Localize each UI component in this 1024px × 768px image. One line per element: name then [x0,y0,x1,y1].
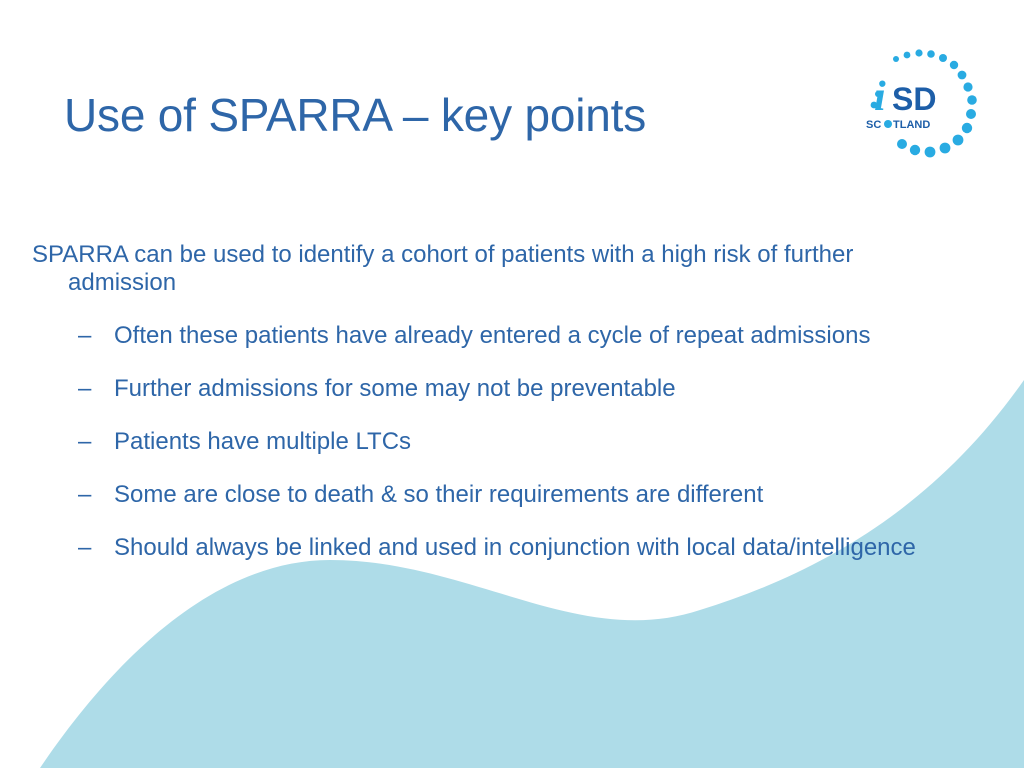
bullet-item [32,375,932,403]
bullet-item [32,534,932,562]
bullet-text: Often these patients have already entered a cycle of repeat admissions [114,322,871,349]
dash-marker: – [78,322,92,349]
bullet-list [32,322,932,562]
bullet-text: Should always be linked and used in conjunction with local data/intelligence [114,534,916,561]
logo-scotland-prefix: SC [866,119,882,131]
bullet-text: Patients have multiple LTCs [114,428,412,455]
logo-sd-letters: SD [892,81,937,117]
bullet-item [32,322,932,350]
logo-i-letter: i [874,74,886,120]
bullet-text: Some are close to death & so their requirements are different [114,481,764,508]
dash-marker: – [78,428,92,455]
bullet-item [32,481,932,509]
bullet-text: Further admissions for some may not be preventable [114,375,676,402]
isd-scotland-logo [854,48,990,160]
dash-marker: – [78,375,92,402]
intro-text: SPARRA can be used to identify a cohort of patients with a high risk of further admission [32,241,854,296]
dash-marker: – [78,481,92,508]
slide-title: Use of SPARRA – key points [64,89,646,141]
logo-o-dot-icon [884,120,892,128]
logo-scotland-suffix: TLAND [893,119,931,131]
bullet-item [32,428,932,456]
dash-marker: – [78,534,92,561]
slide-body [32,241,932,587]
